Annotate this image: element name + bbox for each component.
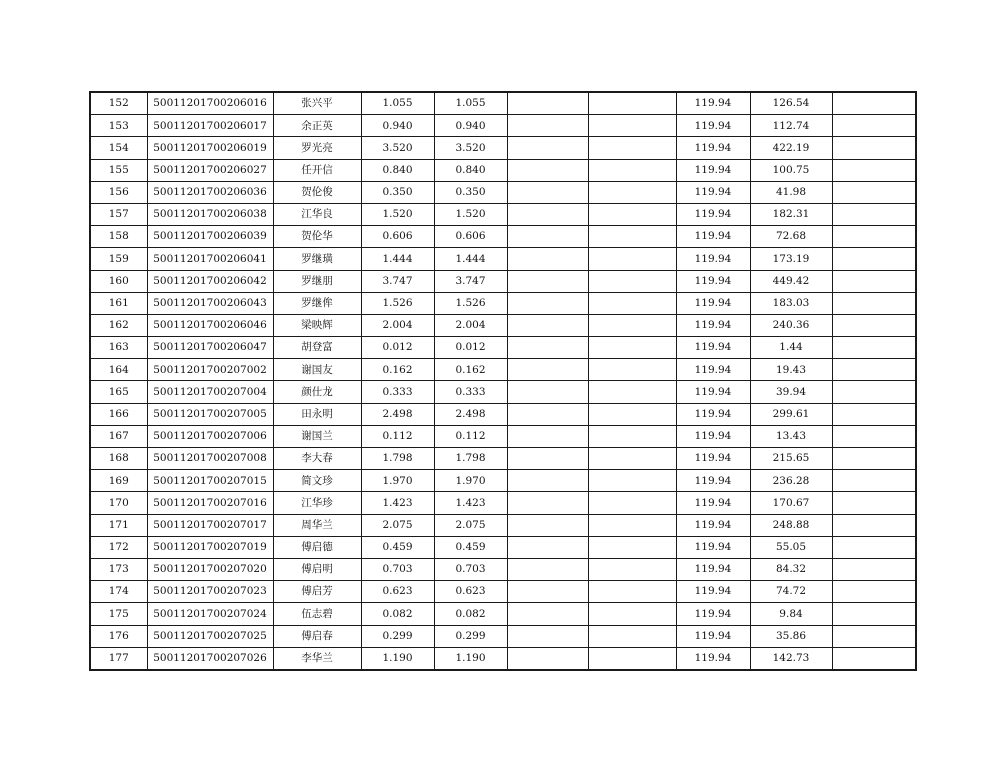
unit-price-cell: 119.94	[676, 581, 750, 603]
owner-name-cell: 简文珍	[273, 470, 361, 492]
blank-cell	[588, 514, 676, 536]
area-confirmed-cell: 0.840	[434, 159, 507, 181]
amount-cell: 19.43	[750, 359, 832, 381]
amount-cell: 422.19	[750, 137, 832, 159]
owner-name-cell: 罗继侔	[273, 292, 361, 314]
unit-price-cell: 119.94	[676, 558, 750, 580]
owner-name-cell: 罗光亮	[273, 137, 361, 159]
parcel-code-cell: 50011201700206036	[147, 181, 273, 203]
area-confirmed-cell: 1.970	[434, 470, 507, 492]
amount-cell: 182.31	[750, 203, 832, 225]
area-confirmed-cell: 1.526	[434, 292, 507, 314]
table-row	[90, 403, 916, 425]
table-row	[90, 647, 916, 670]
blank-cell	[507, 425, 588, 447]
parcel-code-cell: 50011201700207015	[147, 470, 273, 492]
unit-price-cell: 119.94	[676, 159, 750, 181]
area-confirmed-cell: 0.012	[434, 337, 507, 359]
blank-cell	[588, 581, 676, 603]
blank-cell	[507, 558, 588, 580]
unit-price-cell: 119.94	[676, 337, 750, 359]
row-number-cell: 152	[90, 92, 147, 115]
owner-name-cell: 谢国友	[273, 359, 361, 381]
area-cell: 1.798	[361, 448, 434, 470]
area-confirmed-cell: 0.940	[434, 115, 507, 137]
table-row	[90, 625, 916, 647]
owner-name-cell: 贺伦俊	[273, 181, 361, 203]
table-row	[90, 603, 916, 625]
area-cell: 0.623	[361, 581, 434, 603]
blank-cell	[588, 226, 676, 248]
row-number-cell: 162	[90, 314, 147, 336]
remarks-cell	[832, 92, 916, 115]
row-number-cell: 167	[90, 425, 147, 447]
remarks-cell	[832, 115, 916, 137]
blank-cell	[507, 181, 588, 203]
parcel-code-cell: 50011201700206038	[147, 203, 273, 225]
blank-cell	[588, 203, 676, 225]
unit-price-cell: 119.94	[676, 314, 750, 336]
blank-cell	[588, 625, 676, 647]
blank-cell	[507, 92, 588, 115]
row-number-cell: 169	[90, 470, 147, 492]
owner-name-cell: 江华良	[273, 203, 361, 225]
unit-price-cell: 119.94	[676, 181, 750, 203]
area-confirmed-cell: 0.112	[434, 425, 507, 447]
owner-name-cell: 李大春	[273, 448, 361, 470]
parcel-code-cell: 50011201700207005	[147, 403, 273, 425]
parcel-code-cell: 50011201700206046	[147, 314, 273, 336]
owner-name-cell: 余正英	[273, 115, 361, 137]
area-confirmed-cell: 2.075	[434, 514, 507, 536]
table-row	[90, 470, 916, 492]
unit-price-cell: 119.94	[676, 115, 750, 137]
blank-cell	[507, 403, 588, 425]
blank-cell	[507, 337, 588, 359]
area-confirmed-cell: 1.444	[434, 248, 507, 270]
remarks-cell	[832, 203, 916, 225]
area-cell: 0.940	[361, 115, 434, 137]
parcel-code-cell: 50011201700206043	[147, 292, 273, 314]
blank-cell	[507, 314, 588, 336]
amount-cell: 35.86	[750, 625, 832, 647]
amount-cell: 173.19	[750, 248, 832, 270]
amount-cell: 299.61	[750, 403, 832, 425]
amount-cell: 84.32	[750, 558, 832, 580]
row-number-cell: 164	[90, 359, 147, 381]
amount-cell: 100.75	[750, 159, 832, 181]
blank-cell	[507, 492, 588, 514]
unit-price-cell: 119.94	[676, 137, 750, 159]
amount-cell: 126.54	[750, 92, 832, 115]
blank-cell	[588, 492, 676, 514]
remarks-cell	[832, 159, 916, 181]
blank-cell	[588, 337, 676, 359]
unit-price-cell: 119.94	[676, 625, 750, 647]
row-number-cell: 154	[90, 137, 147, 159]
row-number-cell: 172	[90, 536, 147, 558]
blank-cell	[588, 470, 676, 492]
owner-name-cell: 田永明	[273, 403, 361, 425]
table-row	[90, 359, 916, 381]
owner-name-cell: 李华兰	[273, 647, 361, 670]
remarks-cell	[832, 470, 916, 492]
parcel-code-cell: 50011201700206016	[147, 92, 273, 115]
area-confirmed-cell: 0.350	[434, 181, 507, 203]
table-row	[90, 581, 916, 603]
parcel-code-cell: 50011201700207019	[147, 536, 273, 558]
amount-cell: 41.98	[750, 181, 832, 203]
amount-cell: 170.67	[750, 492, 832, 514]
owner-name-cell: 江华珍	[273, 492, 361, 514]
parcel-code-cell: 50011201700206047	[147, 337, 273, 359]
blank-cell	[507, 647, 588, 670]
remarks-cell	[832, 248, 916, 270]
row-number-cell: 166	[90, 403, 147, 425]
owner-name-cell: 谢国兰	[273, 425, 361, 447]
remarks-cell	[832, 625, 916, 647]
table-row	[90, 314, 916, 336]
area-cell: 0.840	[361, 159, 434, 181]
unit-price-cell: 119.94	[676, 248, 750, 270]
owner-name-cell: 傅启德	[273, 536, 361, 558]
area-cell: 0.012	[361, 337, 434, 359]
area-cell: 2.498	[361, 403, 434, 425]
area-cell: 0.082	[361, 603, 434, 625]
table-row	[90, 292, 916, 314]
amount-cell: 449.42	[750, 270, 832, 292]
table-row	[90, 137, 916, 159]
area-confirmed-cell: 1.798	[434, 448, 507, 470]
remarks-cell	[832, 558, 916, 580]
amount-cell: 183.03	[750, 292, 832, 314]
unit-price-cell: 119.94	[676, 203, 750, 225]
table-row	[90, 337, 916, 359]
area-confirmed-cell: 0.299	[434, 625, 507, 647]
area-confirmed-cell: 0.333	[434, 381, 507, 403]
parcel-code-cell: 50011201700207025	[147, 625, 273, 647]
blank-cell	[588, 381, 676, 403]
blank-cell	[507, 137, 588, 159]
table-row	[90, 159, 916, 181]
unit-price-cell: 119.94	[676, 470, 750, 492]
remarks-cell	[832, 292, 916, 314]
parcel-code-cell: 50011201700207020	[147, 558, 273, 580]
row-number-cell: 174	[90, 581, 147, 603]
unit-price-cell: 119.94	[676, 647, 750, 670]
amount-cell: 215.65	[750, 448, 832, 470]
blank-cell	[588, 536, 676, 558]
unit-price-cell: 119.94	[676, 292, 750, 314]
parcel-code-cell: 50011201700206019	[147, 137, 273, 159]
unit-price-cell: 119.94	[676, 603, 750, 625]
owner-name-cell: 颜仕龙	[273, 381, 361, 403]
owner-name-cell: 罗继朋	[273, 270, 361, 292]
blank-cell	[507, 603, 588, 625]
table-row	[90, 381, 916, 403]
unit-price-cell: 119.94	[676, 425, 750, 447]
table-row	[90, 270, 916, 292]
table-row	[90, 115, 916, 137]
table-row	[90, 514, 916, 536]
blank-cell	[507, 381, 588, 403]
area-cell: 3.520	[361, 137, 434, 159]
row-number-cell: 171	[90, 514, 147, 536]
blank-cell	[588, 270, 676, 292]
area-confirmed-cell: 0.459	[434, 536, 507, 558]
unit-price-cell: 119.94	[676, 270, 750, 292]
parcel-code-cell: 50011201700207006	[147, 425, 273, 447]
remarks-cell	[832, 403, 916, 425]
blank-cell	[588, 359, 676, 381]
area-cell: 3.747	[361, 270, 434, 292]
unit-price-cell: 119.94	[676, 359, 750, 381]
remarks-cell	[832, 137, 916, 159]
remarks-cell	[832, 647, 916, 670]
owner-name-cell: 伍志碧	[273, 603, 361, 625]
parcel-code-cell: 50011201700207002	[147, 359, 273, 381]
remarks-cell	[832, 226, 916, 248]
area-cell: 1.190	[361, 647, 434, 670]
parcel-code-cell: 50011201700206027	[147, 159, 273, 181]
blank-cell	[507, 448, 588, 470]
row-number-cell: 170	[90, 492, 147, 514]
blank-cell	[507, 159, 588, 181]
area-cell: 1.520	[361, 203, 434, 225]
remarks-cell	[832, 359, 916, 381]
remarks-cell	[832, 448, 916, 470]
remarks-cell	[832, 425, 916, 447]
row-number-cell: 153	[90, 115, 147, 137]
blank-cell	[507, 270, 588, 292]
amount-cell: 142.73	[750, 647, 832, 670]
blank-cell	[588, 403, 676, 425]
blank-cell	[507, 359, 588, 381]
owner-name-cell: 傅启芳	[273, 581, 361, 603]
amount-cell: 112.74	[750, 115, 832, 137]
row-number-cell: 160	[90, 270, 147, 292]
blank-cell	[588, 314, 676, 336]
unit-price-cell: 119.94	[676, 381, 750, 403]
blank-cell	[507, 248, 588, 270]
table-row	[90, 181, 916, 203]
remarks-cell	[832, 581, 916, 603]
area-cell: 0.112	[361, 425, 434, 447]
owner-name-cell: 任开信	[273, 159, 361, 181]
parcel-code-cell: 50011201700206041	[147, 248, 273, 270]
blank-cell	[588, 137, 676, 159]
owner-name-cell: 傅启明	[273, 558, 361, 580]
amount-cell: 55.05	[750, 536, 832, 558]
owner-name-cell: 贺伦华	[273, 226, 361, 248]
blank-cell	[507, 115, 588, 137]
parcel-code-cell: 50011201700206042	[147, 270, 273, 292]
remarks-cell	[832, 337, 916, 359]
area-cell: 0.350	[361, 181, 434, 203]
amount-cell: 9.84	[750, 603, 832, 625]
area-cell: 1.423	[361, 492, 434, 514]
owner-name-cell: 罗继璜	[273, 248, 361, 270]
remarks-cell	[832, 181, 916, 203]
area-confirmed-cell: 1.423	[434, 492, 507, 514]
row-number-cell: 159	[90, 248, 147, 270]
parcel-code-cell: 50011201700206039	[147, 226, 273, 248]
blank-cell	[588, 181, 676, 203]
parcel-code-cell: 50011201700207017	[147, 514, 273, 536]
unit-price-cell: 119.94	[676, 514, 750, 536]
table-row	[90, 248, 916, 270]
blank-cell	[588, 603, 676, 625]
owner-name-cell: 胡登富	[273, 337, 361, 359]
unit-price-cell: 119.94	[676, 226, 750, 248]
parcel-code-cell: 50011201700207004	[147, 381, 273, 403]
remarks-cell	[832, 514, 916, 536]
area-confirmed-cell: 1.055	[434, 92, 507, 115]
row-number-cell: 163	[90, 337, 147, 359]
row-number-cell: 177	[90, 647, 147, 670]
area-confirmed-cell: 0.162	[434, 359, 507, 381]
blank-cell	[588, 292, 676, 314]
amount-cell: 248.88	[750, 514, 832, 536]
row-number-cell: 156	[90, 181, 147, 203]
row-number-cell: 173	[90, 558, 147, 580]
table-row	[90, 92, 916, 115]
blank-cell	[507, 625, 588, 647]
remarks-cell	[832, 603, 916, 625]
area-cell: 0.162	[361, 359, 434, 381]
row-number-cell: 155	[90, 159, 147, 181]
area-confirmed-cell: 1.520	[434, 203, 507, 225]
area-confirmed-cell: 0.703	[434, 558, 507, 580]
blank-cell	[507, 292, 588, 314]
area-cell: 0.606	[361, 226, 434, 248]
table-body	[90, 92, 916, 670]
table-row	[90, 558, 916, 580]
row-number-cell: 165	[90, 381, 147, 403]
blank-cell	[507, 203, 588, 225]
table-row	[90, 492, 916, 514]
blank-cell	[588, 115, 676, 137]
area-cell: 1.970	[361, 470, 434, 492]
table-row	[90, 203, 916, 225]
table-row	[90, 448, 916, 470]
blank-cell	[588, 159, 676, 181]
amount-cell: 39.94	[750, 381, 832, 403]
blank-cell	[507, 226, 588, 248]
area-cell: 1.526	[361, 292, 434, 314]
owner-name-cell: 周华兰	[273, 514, 361, 536]
amount-cell: 240.36	[750, 314, 832, 336]
blank-cell	[507, 581, 588, 603]
row-number-cell: 176	[90, 625, 147, 647]
unit-price-cell: 119.94	[676, 92, 750, 115]
area-confirmed-cell: 0.623	[434, 581, 507, 603]
remarks-cell	[832, 492, 916, 514]
area-cell: 0.459	[361, 536, 434, 558]
remarks-cell	[832, 314, 916, 336]
amount-cell: 1.44	[750, 337, 832, 359]
area-cell: 2.004	[361, 314, 434, 336]
area-cell: 2.075	[361, 514, 434, 536]
area-confirmed-cell: 2.004	[434, 314, 507, 336]
blank-cell	[588, 448, 676, 470]
row-number-cell: 157	[90, 203, 147, 225]
blank-cell	[507, 536, 588, 558]
amount-cell: 13.43	[750, 425, 832, 447]
blank-cell	[588, 425, 676, 447]
area-confirmed-cell: 0.082	[434, 603, 507, 625]
row-number-cell: 161	[90, 292, 147, 314]
area-cell: 1.444	[361, 248, 434, 270]
parcel-code-cell: 50011201700207026	[147, 647, 273, 670]
remarks-cell	[832, 536, 916, 558]
area-confirmed-cell: 3.520	[434, 137, 507, 159]
row-number-cell: 175	[90, 603, 147, 625]
area-confirmed-cell: 0.606	[434, 226, 507, 248]
table-row	[90, 425, 916, 447]
unit-price-cell: 119.94	[676, 536, 750, 558]
unit-price-cell: 119.94	[676, 403, 750, 425]
blank-cell	[588, 248, 676, 270]
remarks-cell	[832, 381, 916, 403]
owner-name-cell: 傅启春	[273, 625, 361, 647]
table-row	[90, 536, 916, 558]
parcel-code-cell: 50011201700207008	[147, 448, 273, 470]
amount-cell: 74.72	[750, 581, 832, 603]
amount-cell: 72.68	[750, 226, 832, 248]
blank-cell	[507, 514, 588, 536]
area-cell: 0.299	[361, 625, 434, 647]
parcel-code-cell: 50011201700207024	[147, 603, 273, 625]
owner-name-cell: 张兴平	[273, 92, 361, 115]
area-confirmed-cell: 1.190	[434, 647, 507, 670]
parcel-code-cell: 50011201700206017	[147, 115, 273, 137]
row-number-cell: 168	[90, 448, 147, 470]
unit-price-cell: 119.94	[676, 492, 750, 514]
blank-cell	[588, 647, 676, 670]
owner-name-cell: 梁映辉	[273, 314, 361, 336]
unit-price-cell: 119.94	[676, 448, 750, 470]
blank-cell	[507, 470, 588, 492]
parcel-code-cell: 50011201700207016	[147, 492, 273, 514]
area-cell: 0.703	[361, 558, 434, 580]
amount-cell: 236.28	[750, 470, 832, 492]
blank-cell	[588, 92, 676, 115]
area-cell: 1.055	[361, 92, 434, 115]
area-confirmed-cell: 3.747	[434, 270, 507, 292]
remarks-cell	[832, 270, 916, 292]
parcel-code-cell: 50011201700207023	[147, 581, 273, 603]
row-number-cell: 158	[90, 226, 147, 248]
table-row	[90, 226, 916, 248]
area-confirmed-cell: 2.498	[434, 403, 507, 425]
data-table	[89, 91, 917, 671]
area-cell: 0.333	[361, 381, 434, 403]
blank-cell	[588, 558, 676, 580]
